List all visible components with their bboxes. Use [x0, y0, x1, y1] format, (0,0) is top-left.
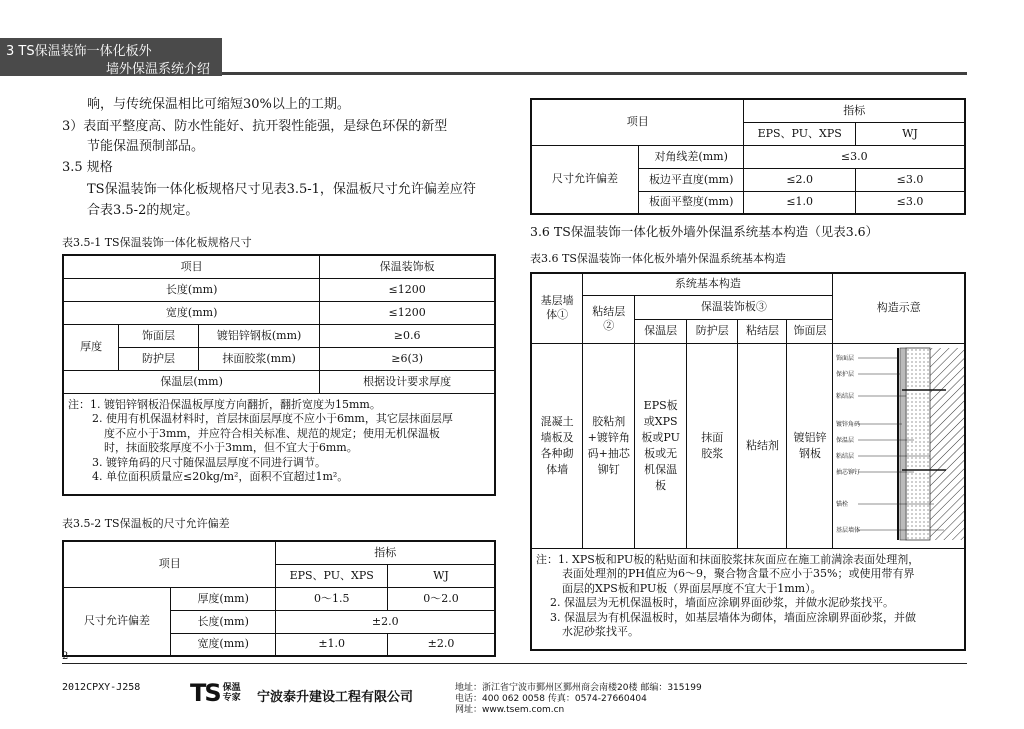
- note-line: 水泥砂浆找平。: [562, 625, 639, 638]
- table-cell: 长度(mm): [63, 278, 320, 301]
- table-header: WJ: [855, 122, 965, 145]
- table-header: 项目: [531, 99, 744, 145]
- table-cell: ≤3.0: [744, 145, 965, 168]
- table-header: [583, 295, 635, 343]
- note-line: 3. 保温层为有机保温板时，如基层墙体为砌体，墙面应涂刷界面砂浆，并做: [550, 610, 916, 624]
- note-line: 注：1. 镀铝锌钢板沿保温板厚度方向翻折，翻折宽度为15mm。: [68, 397, 381, 411]
- diagram-label: 保护层: [835, 370, 854, 378]
- address: 地址：浙江省宁波市鄞州区鄞州商会南楼20楼 邮编：315199: [455, 683, 702, 693]
- table-header: 构造示意: [833, 273, 965, 343]
- table-cell: 对角线差(mm): [638, 145, 744, 168]
- table-header: 饰面层: [787, 319, 833, 343]
- company-name: 宁波泰升建设工程有限公司: [257, 690, 414, 705]
- cell-text: 胶粘剂+镀锌角码+抽芯铆钉: [587, 414, 630, 476]
- table-cell: 板边平直度(mm): [638, 168, 744, 191]
- diagram-cell: [833, 343, 965, 548]
- paragraph-line: 响，与传统保温相比可缩短30%以上的工期。: [87, 97, 350, 112]
- logo-mark: TS: [190, 679, 220, 707]
- page-number: 2: [62, 651, 69, 662]
- insulation-shape: [906, 348, 930, 540]
- table-cell: ±2.0: [276, 610, 495, 633]
- table-cell: [583, 343, 635, 548]
- table-cell: 抹面胶浆(mm): [198, 347, 319, 370]
- construction-diagram: [834, 344, 964, 544]
- table-header: 系统基本构造: [583, 273, 833, 295]
- table-header: 保温装饰板③: [635, 295, 833, 319]
- table-header: [531, 273, 583, 343]
- note-line: 3. 镀锌角码的尺寸随保温层厚度不同进行调节。: [92, 455, 326, 469]
- table-cell: [787, 343, 833, 548]
- note-line: 注：1. XPS板和PU板的粘贴面和抹面胶浆抹灰面应在施工前满涂表面处理剂，: [536, 552, 920, 566]
- table-header: 保温层: [635, 319, 687, 343]
- cell-text: 混凝土墙板及各种砌体墙: [540, 414, 574, 476]
- table-header: EPS、PU、XPS: [276, 564, 388, 587]
- website: 网址：www.tsem.com.cn: [455, 705, 565, 715]
- table-cell: [635, 343, 687, 548]
- table-cell: 尺寸允许偏差: [63, 587, 170, 656]
- note-line: 表面处理剂的PH值应为6～9，聚合物含量不应小于35%；或使用带有界: [562, 567, 915, 580]
- diagram-label: 基层墙体: [835, 526, 860, 534]
- header-text: 基层墙体①: [540, 294, 574, 322]
- diagram-label: 锚栓: [835, 500, 848, 508]
- table-cell: ≤1200: [320, 278, 495, 301]
- diagram-label: 饰面层: [835, 354, 854, 362]
- table-cell: ≤3.0: [855, 168, 965, 191]
- chapter-header: [0, 38, 222, 76]
- table-cell: 厚度: [63, 324, 119, 370]
- table-cell: [531, 343, 583, 548]
- note-line: 2. 保温层为无机保温板时，墙面应涂刷界面砂浆，并做水泥砂浆找平。: [550, 596, 894, 609]
- base-wall-shape: [930, 348, 964, 540]
- paragraph-line: 节能保温预制部品。: [87, 139, 205, 154]
- table-cell: 尺寸允许偏差: [531, 145, 638, 214]
- table-caption-3-6: 表3.6 TS保温装饰一体化板外墙外保温系统基本构造: [530, 252, 786, 265]
- footer-rule: [62, 663, 967, 664]
- diagram-label: 抽芯铆钉: [835, 468, 860, 476]
- table-cell: 0～1.5: [276, 587, 388, 610]
- cell-text: 镀铝锌钢板: [793, 430, 827, 460]
- table-cell: 0～2.0: [387, 587, 495, 610]
- diagram-label: 粘结层: [835, 452, 854, 460]
- spec-table: [62, 254, 496, 496]
- table-header: 项目: [63, 541, 276, 587]
- table-header: 保温装饰板: [320, 255, 495, 278]
- table-notes: [531, 548, 965, 650]
- phone-fax: 电话：400 062 0058 传真：0574-27660404: [455, 694, 647, 704]
- table-cell: ≥6(3): [320, 347, 495, 370]
- chapter-title-line1: 3 TS保温装饰一体化板外: [6, 44, 152, 59]
- table-notes: [63, 393, 495, 495]
- paragraph-line: 合表3.5-2的规定。: [87, 203, 199, 218]
- diagram-label: 镀锌角码: [835, 420, 860, 428]
- protective-layer-shape: [900, 348, 906, 540]
- table-cell: 镀铝锌钢板(mm): [198, 324, 319, 347]
- structure-table: [530, 272, 966, 651]
- logo-word-line: 保温: [222, 683, 241, 693]
- table-cell: ≤3.0: [855, 191, 965, 214]
- table-cell: 宽度(mm): [63, 301, 320, 324]
- table-cell: ±2.0: [387, 633, 495, 656]
- table-caption-3-5-1: 表3.5-1 TS保温装饰一体化板规格尺寸: [62, 236, 252, 249]
- table-header: 项目: [63, 255, 320, 278]
- table-header: WJ: [387, 564, 495, 587]
- logo-word-line: 专家: [222, 693, 241, 703]
- diagram-label: 粘结层: [835, 392, 854, 400]
- table-cell: 板面平整度(mm): [638, 191, 744, 214]
- table-header: 粘结层: [738, 319, 787, 343]
- company-logo: [190, 680, 241, 706]
- cell-text: EPS板或XPS板或PU板或无机保温板: [641, 398, 680, 492]
- table-cell: 长度(mm): [170, 610, 276, 633]
- cell-text: 抹面胶浆: [701, 430, 724, 460]
- table-cell: 根据设计要求厚度: [320, 370, 495, 393]
- table-cell: [687, 343, 738, 548]
- diagram-label: 保温层: [835, 436, 854, 444]
- chapter-title-line2: 墙外保温系统介绍: [105, 62, 210, 77]
- table-header: EPS、PU、XPS: [744, 122, 856, 145]
- table-caption-3-5-2: 表3.5-2 TS保温板的尺寸允许偏差: [62, 517, 230, 530]
- paragraph-line: TS保温装饰一体化板规格尺寸见表3.5-1，保温板尺寸允许偏差应符: [87, 182, 476, 197]
- note-line: 4. 单位面积质量应≤20kg/m²，面积不宜超过1m²。: [92, 470, 349, 483]
- logo-word: [223, 683, 241, 703]
- note-line: 2. 使用有机保温材料时，首层抹面层厚度不应小于6mm，其它层抹面层厚: [92, 412, 453, 425]
- table-cell: 保温层(mm): [63, 370, 320, 393]
- table-cell: ≤2.0: [744, 168, 856, 191]
- tolerance-table: [62, 540, 496, 657]
- table-cell: ≤1200: [320, 301, 495, 324]
- section-heading-3-5: 3.5 规格: [62, 160, 113, 175]
- table-cell: 厚度(mm): [170, 587, 276, 610]
- section-heading-3-6: 3.6 TS保温装饰一体化板外墙外保温系统基本构造（见表3.6）: [530, 224, 879, 239]
- table-cell: 宽度(mm): [170, 633, 276, 656]
- table-cell: ≥0.6: [320, 324, 495, 347]
- tolerance-table-right: [530, 98, 966, 215]
- table-header: 指标: [276, 541, 495, 564]
- table-cell: ±1.0: [276, 633, 388, 656]
- header-text: 粘结层②: [592, 305, 626, 332]
- table-cell: 饰面层: [119, 324, 199, 347]
- table-header: 指标: [744, 99, 965, 122]
- paragraph-line: 3）表面平整度高、防水性能好、抗开裂性能强，是绿色环保的新型: [62, 119, 448, 134]
- table-cell: ≤1.0: [744, 191, 856, 214]
- note-line: 时，抹面胶浆厚度不小于3mm，但不宜大于6mm。: [104, 441, 358, 454]
- table-header: 防护层: [687, 319, 738, 343]
- doc-code: 2012CPXY-J258: [62, 682, 141, 693]
- note-line: 度不应小于3mm，并应符合相关标准、规范的规定；使用无机保温板: [104, 426, 440, 440]
- table-cell: 防护层: [119, 347, 199, 370]
- note-line: 面层的XPS板和PU板（界面层厚度不宜大于1mm）。: [562, 581, 822, 595]
- header-rule: [222, 72, 967, 75]
- table-cell: 粘结剂: [738, 343, 787, 548]
